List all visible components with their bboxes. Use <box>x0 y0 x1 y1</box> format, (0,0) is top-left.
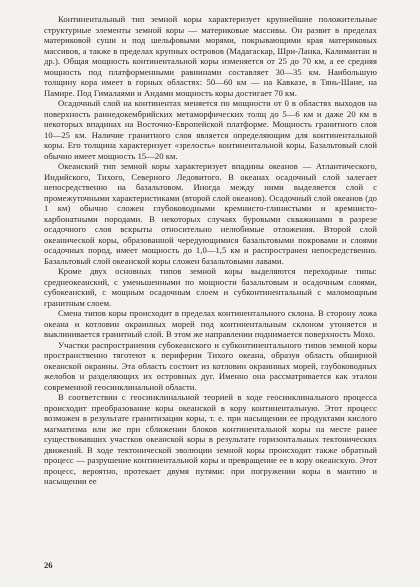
page-number: 26 <box>44 560 53 570</box>
paragraph: Кроме двух основных типов земной коры выделяются переходные типы: среднеокеанский, с уменьшенными по мощности базальтовым и осадочным слоями, субокеанский, с мощным осадочным слоем и субконтинентальный с маломощным гранитным слоем. <box>44 266 377 308</box>
paragraph: Осадочный слой на континентах меняется по мощности от 0 в областях выходов на поверхность раннедокембрийских метаморфических толщ до 5—6 км и даже 20 км в некоторых впадинах на Восточно-Европейской платформе. Мощность гранитного слоя 10—25 км. Наличие гранитного слоя является определяющим для континентальной коры. Его толщина характеризует «зрелость» континентальной коры. Базальтовый слой обычно имеет мощность 15—20 км. <box>44 98 377 161</box>
paragraph: Смена типов коры происходит в пределах континентального склона. В сторону ложа океана и котловин окраинных морей под континентальным склоном утоняется и выклинивается гранитный слой. В этом же направлении поднимается поверхность Мохо. <box>44 308 377 339</box>
paragraph: Континентальный тип земной коры характеризует крупнейшие положительные структурные элементы земной коры — материковые массивы. Он развит в пределах материковой суши и под шельфовыми морями, покрывающими края материковых массивов, а также в пределах крупных островов (Мадагаскар, Шри-Ланка, Калимантан и др.). Общая мощность континентальной коры изменяется от 25 до 70 км, а ее средняя мощность под платформенными равнинами составляет 30—35 км. Наибольшую толщину кора имеет в горных областях: 50—60 км — на Кавказе, в Тянь-Шане, на Памире. Под Гималаями и Андами мощность коры достигает 70 км. <box>44 14 377 98</box>
paragraph: В соответствии с геосинклинальной теорией в ходе геосинклинального процесса происходит преобразование коры океанской в кору континентальную. Этот процесс возможен в результате гранитизации коры, т. е. при насыщении ее продуктами кислого магматизма или же при сближении блоков континентальной коры на месте ранее существовавших участков океанской коры в результате горизонтальных тектонических движений. В ходе тектонической эволюции земной коры происходит также обратный процесс — разрушение континентальной коры и превращение ее в кору океанскую. Этот процесс, вероятно, протекает двумя путями: при погружении коры в мантию и насыщении ее <box>44 392 377 486</box>
paragraph: Океанский тип земной коры характеризует впадины океанов — Атлантического, Индийского, Тихого, Северного Ледовитого. В океанах осадочный слой залегает непосредственно на базальтовом. Иногда между ними выделяется слой с промежуточными характеристиками (второй слой океанов). Осадочный слой океанов (до 1 км) обычно сложен глубоководными кремнисто-глинистыми и кремнисто-карбонатными породами. В некоторых случаях буровыми скважинами в разрезе осадочного слоя вскрыты относительно нелюбимые отложения. Второй слой океанической коры, образованной чередующимися базальтовыми покровами и слоями осадочных пород, имеет мощность до 1,0—1,5 км и распространен непосредственно. Базальтовый слой океанской коры сложен базальтовыми лавами. <box>44 161 377 266</box>
body-text <box>44 14 377 487</box>
paragraph: Участки распространения субокеанского и субконтинентального типов земной коры пространственно тяготеют к периферии Тихого океана, образуя область обширной океанской окраины. Эта область состоит из котловин окраинных морей, глубоководных желобов и разделяющих их островных дуг. Именно она рассматривается как эталон современной геосинклинальной области. <box>44 339 377 392</box>
